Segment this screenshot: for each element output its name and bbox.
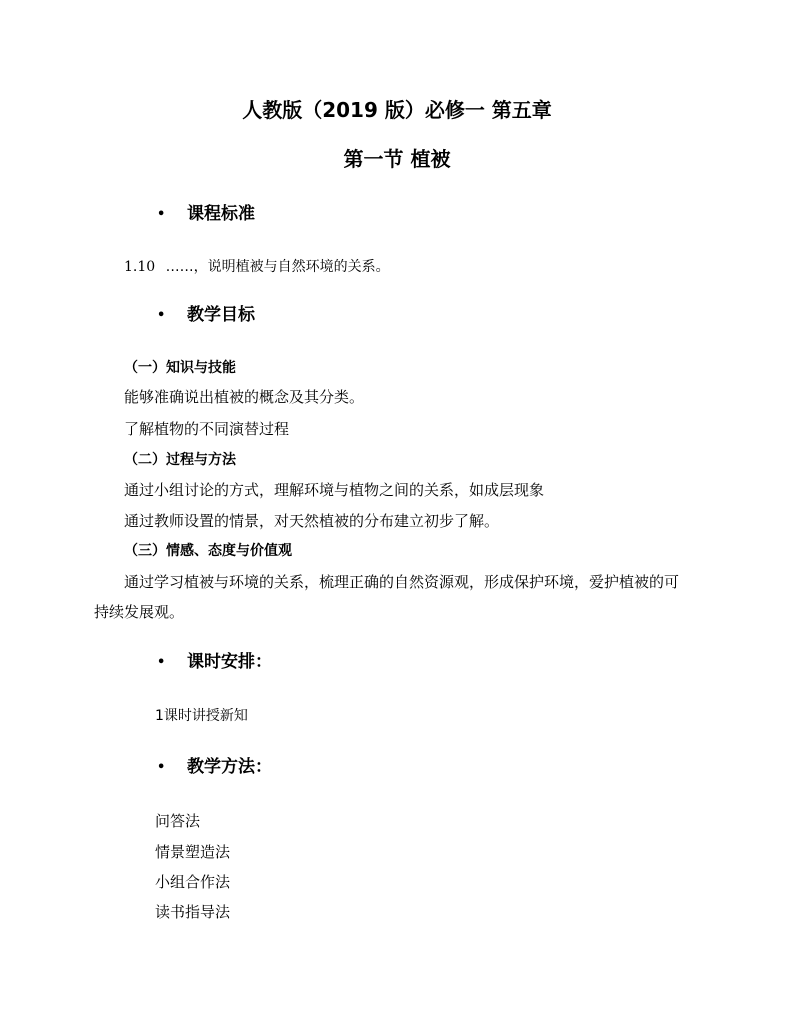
standard-number: 1.10 <box>124 259 156 275</box>
subheading-process: （二）过程与方法 <box>124 452 236 468</box>
heading-teaching-objectives <box>157 300 255 325</box>
subheading-knowledge: （一）知识与技能 <box>124 360 236 376</box>
body-line: 能够准确说出植被的概念及其分类。 <box>124 388 365 406</box>
method-item: 情景塑造法 <box>155 843 231 861</box>
heading-label: 课程标准 <box>187 204 255 224</box>
standard-line <box>124 256 390 276</box>
bullet-icon: • <box>157 307 166 323</box>
bullet-icon: • <box>157 654 166 670</box>
schedule-text: 1课时讲授新知 <box>155 708 248 724</box>
body-line: 了解植物的不同演替过程 <box>124 420 290 438</box>
body-line: 通过学习植被与环境的关系，梳理正确的自然资源观，形成保护环境，爱护植被的可 <box>124 573 680 591</box>
heading-label: 课时安排： <box>187 652 272 672</box>
heading-class-schedule <box>157 647 272 672</box>
heading-label: 教学目标 <box>187 305 255 325</box>
section-title: 第一节 植被 <box>343 147 451 171</box>
subheading-emotion: （三）情感、态度与价值观 <box>124 543 292 559</box>
heading-teaching-methods <box>157 752 272 777</box>
method-item: 小组合作法 <box>155 873 231 891</box>
document-title: 人教版（2019 版）必修一 第五章 <box>242 98 552 122</box>
standard-text: ……，说明植被与自然环境的关系。 <box>165 259 390 275</box>
body-line: 持续发展观。 <box>94 603 185 621</box>
bullet-icon: • <box>157 206 166 222</box>
heading-course-standards <box>157 199 255 224</box>
body-line: 通过教师设置的情景，对天然植被的分布建立初步了解。 <box>124 512 500 530</box>
body-line: 通过小组讨论的方式，理解环境与植物之间的关系，如成层现象 <box>124 481 545 499</box>
method-item: 问答法 <box>155 812 201 830</box>
bullet-icon: • <box>157 759 166 775</box>
heading-label: 教学方法： <box>187 757 272 777</box>
method-item: 读书指导法 <box>155 903 231 921</box>
